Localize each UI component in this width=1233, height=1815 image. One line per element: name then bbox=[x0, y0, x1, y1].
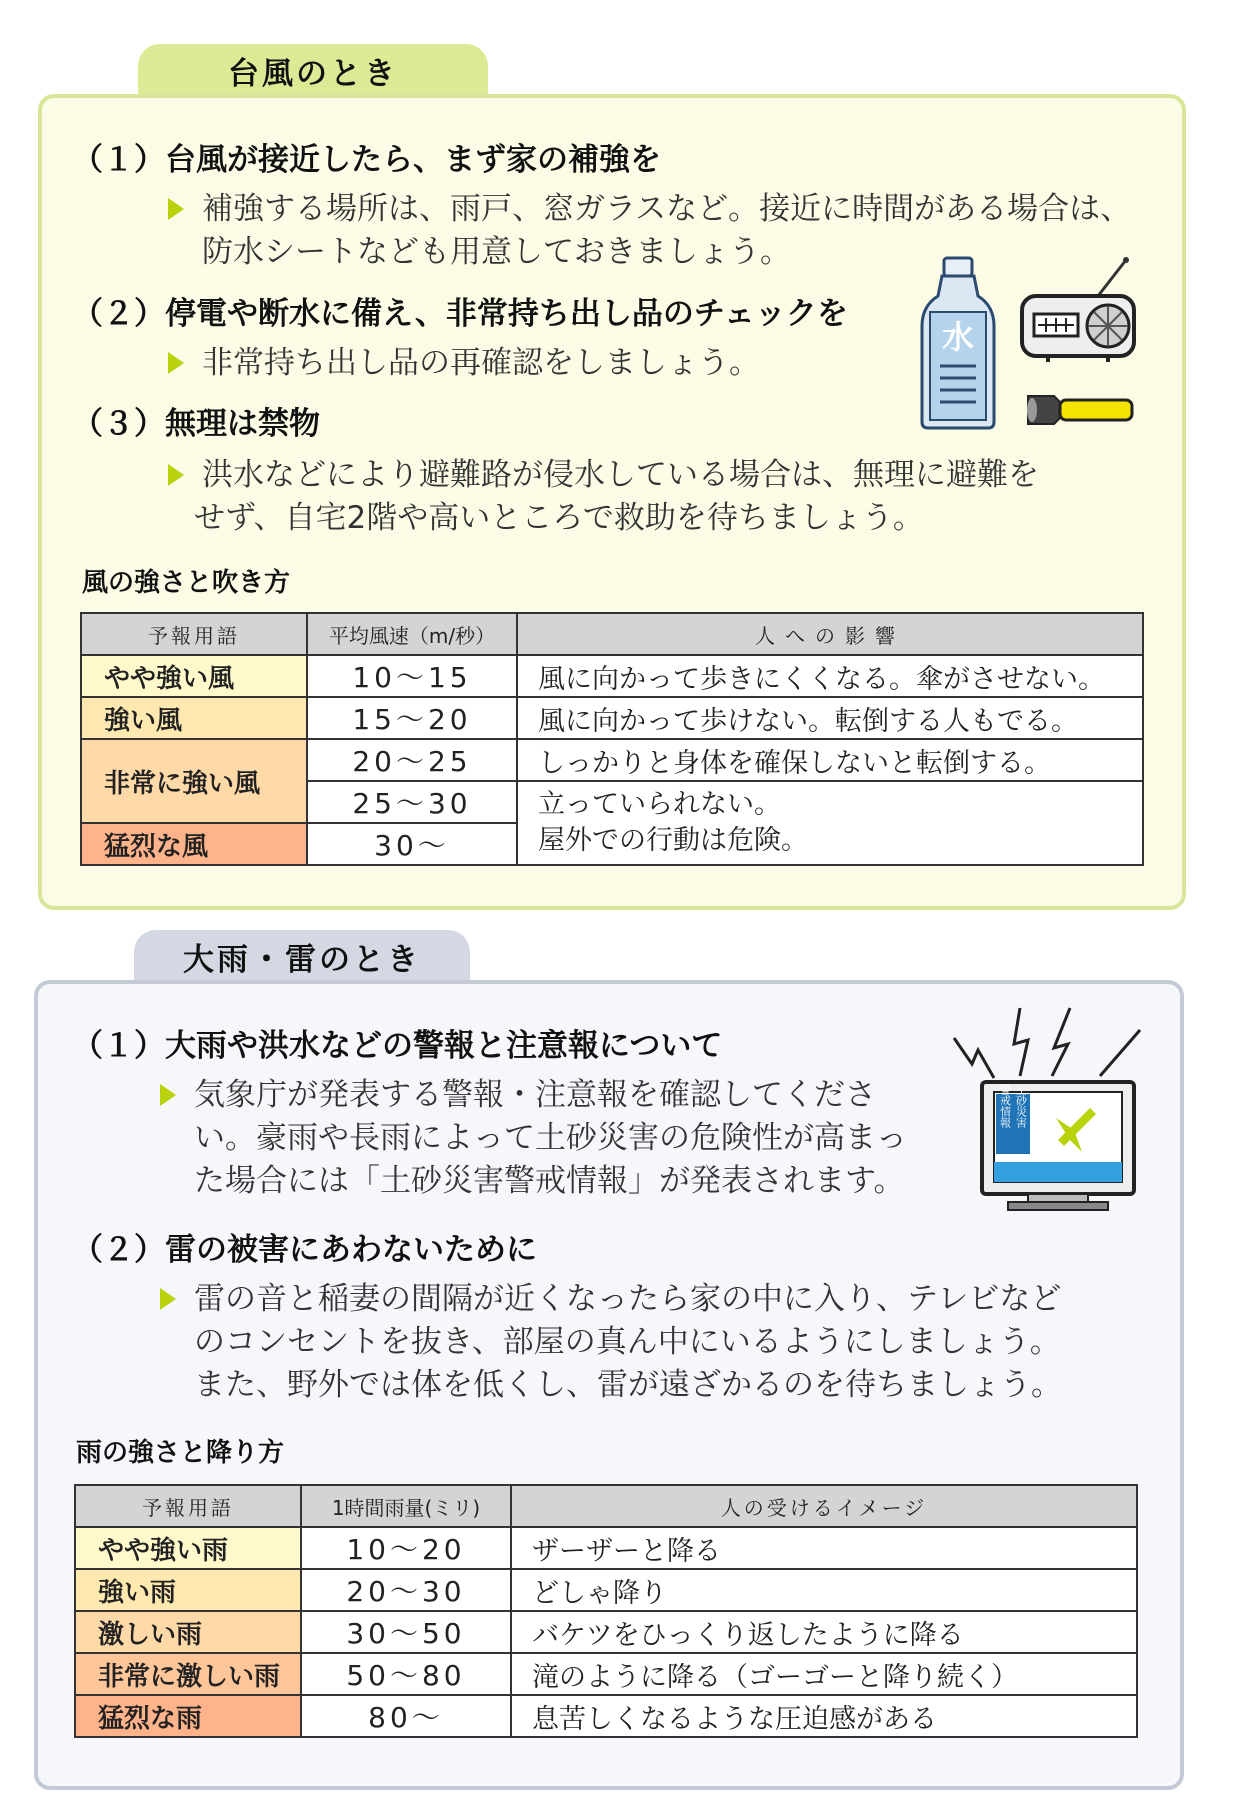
effect-cell: しっかりと身体を確保しないと転倒する。 bbox=[517, 739, 1143, 781]
term-cell: 非常に激しい雨 bbox=[75, 1653, 301, 1695]
column-header: 予報用語 bbox=[81, 613, 307, 655]
value-cell: 20～25 bbox=[307, 739, 517, 781]
term-cell: 強い風 bbox=[81, 697, 307, 739]
image-cell: バケツをひっくり返したように降る bbox=[511, 1611, 1137, 1653]
table-row bbox=[75, 1527, 1137, 1569]
table-row bbox=[75, 1695, 1137, 1737]
effect-cell: 風に向かって歩きにくくなる。傘がさせない。 bbox=[517, 655, 1143, 697]
rain-tab-title: 大雨・雷のとき bbox=[183, 941, 421, 978]
term-cell: 非常に強い風 bbox=[81, 739, 307, 823]
rain-heading-2: （２）雷の被害にあわないために bbox=[72, 1232, 537, 1268]
bullet-line: た場合には「土砂災害警戒情報」が発表されます。 bbox=[194, 1163, 905, 1199]
wind-table-title: 風の強さと吹き方 bbox=[82, 568, 291, 598]
tv-label-col2: 土砂災害 bbox=[1014, 1084, 1028, 1128]
image-cell: 滝のように降る（ゴーゴーと降り続く） bbox=[511, 1653, 1137, 1695]
value-cell: 10～15 bbox=[307, 655, 517, 697]
bullet-line: のコンセントを抜き、部屋の真ん中にいるようにしましょう。 bbox=[194, 1324, 1061, 1360]
lightning-icon bbox=[950, 1004, 1150, 1084]
typhoon-bullet-3 bbox=[168, 454, 1158, 540]
triangle-bullet-icon bbox=[168, 198, 184, 220]
image-cell: ザーザーと降る bbox=[511, 1527, 1137, 1569]
table-row bbox=[75, 1569, 1137, 1611]
term-cell: 猛烈な雨 bbox=[75, 1695, 301, 1737]
tv-warning-icon bbox=[978, 1078, 1138, 1214]
radio-icon bbox=[1018, 256, 1138, 366]
typhoon-heading-1: （１）台風が接近したら、まず家の補強を bbox=[72, 142, 661, 178]
value-cell: 15～20 bbox=[307, 697, 517, 739]
term-cell: 猛烈な風 bbox=[81, 823, 307, 865]
typhoon-bullet-1 bbox=[168, 188, 1148, 274]
rain-bullet-2 bbox=[160, 1278, 1160, 1407]
rain-table-title: 雨の強さと降り方 bbox=[76, 1438, 285, 1468]
typhoon-bullet-2 bbox=[168, 342, 868, 385]
triangle-bullet-icon bbox=[168, 464, 184, 486]
column-header: 平均風速（m/秒） bbox=[307, 613, 517, 655]
bullet-line: せず、自宅2階や高いところで救助を待ちましょう。 bbox=[194, 500, 924, 536]
typhoon-heading-3: （３）無理は禁物 bbox=[72, 406, 320, 442]
bullet-line: 気象庁が発表する警報・注意報を確認してくださ bbox=[194, 1077, 876, 1113]
table-row bbox=[81, 655, 1143, 697]
typhoon-tab bbox=[138, 44, 488, 96]
image-cell: どしゃ降り bbox=[511, 1569, 1137, 1611]
wind-table bbox=[80, 612, 1144, 866]
table-row bbox=[75, 1611, 1137, 1653]
term-cell: やや強い雨 bbox=[75, 1527, 301, 1569]
value-cell: 50～80 bbox=[301, 1653, 511, 1695]
bullet-line: また、野外では体を低くし、雷が遠ざかるのを待ちましょう。 bbox=[194, 1367, 1062, 1403]
effect-cell bbox=[517, 781, 1143, 865]
column-header: 1時間雨量(ミリ) bbox=[301, 1485, 511, 1527]
effect-cell: 風に向かって歩けない。転倒する人もでる。 bbox=[517, 697, 1143, 739]
water-bottle-icon bbox=[918, 256, 998, 432]
tv-label-col1: 警戒情報 bbox=[998, 1084, 1012, 1128]
triangle-bullet-icon bbox=[168, 352, 184, 374]
term-cell: 強い雨 bbox=[75, 1569, 301, 1611]
effect-line: 屋外での行動は危険。 bbox=[538, 825, 808, 856]
table-row bbox=[75, 1653, 1137, 1695]
bullet-line: い。豪雨や長雨によって土砂災害の危険性が高まっ bbox=[194, 1120, 907, 1156]
bullet-line: 雷の音と稲妻の間隔が近くなったら家の中に入り、テレビなど bbox=[194, 1281, 1062, 1317]
column-header: 人の受けるイメージ bbox=[511, 1485, 1137, 1527]
value-cell: 20～30 bbox=[301, 1569, 511, 1611]
effect-line: 立っていられない。 bbox=[538, 789, 781, 820]
table-row bbox=[81, 739, 1143, 781]
triangle-bullet-icon bbox=[160, 1084, 176, 1106]
term-cell: 激しい雨 bbox=[75, 1611, 301, 1653]
table-header-row bbox=[75, 1485, 1137, 1527]
bullet-line: 防水シートなども用意しておきましょう。 bbox=[202, 234, 791, 270]
rain-tab bbox=[134, 930, 470, 982]
value-cell: 25～30 bbox=[307, 781, 517, 823]
rain-table bbox=[74, 1484, 1138, 1738]
typhoon-tab-title: 台風のとき bbox=[228, 55, 398, 92]
rain-heading-1: （１）大雨や洪水などの警報と注意報について bbox=[72, 1028, 723, 1064]
value-cell: 80～ bbox=[301, 1695, 511, 1737]
value-cell: 30～50 bbox=[301, 1611, 511, 1653]
column-header: 予報用語 bbox=[75, 1485, 301, 1527]
column-header: 人への影響 bbox=[517, 613, 1143, 655]
rain-bullet-1 bbox=[160, 1074, 960, 1203]
flashlight-icon bbox=[1024, 388, 1136, 432]
triangle-bullet-icon bbox=[160, 1288, 176, 1310]
bullet-line: 補強する場所は、雨戸、窓ガラスなど。接近に時間がある場合は、 bbox=[202, 191, 1132, 227]
term-cell: やや強い風 bbox=[81, 655, 307, 697]
bottle-label: 水 bbox=[941, 318, 975, 356]
image-cell: 息苦しくなるような圧迫感がある bbox=[511, 1695, 1137, 1737]
typhoon-heading-2: （２）停電や断水に備え、非常持ち出し品のチェックを bbox=[72, 296, 848, 332]
value-cell: 30～ bbox=[307, 823, 517, 865]
bullet-line: 洪水などにより避難路が侵水している場合は、無理に避難を bbox=[202, 457, 1039, 493]
value-cell: 10～20 bbox=[301, 1527, 511, 1569]
table-header-row bbox=[81, 613, 1143, 655]
table-row bbox=[81, 697, 1143, 739]
bullet-line: 非常持ち出し品の再確認をしましょう。 bbox=[202, 345, 760, 381]
